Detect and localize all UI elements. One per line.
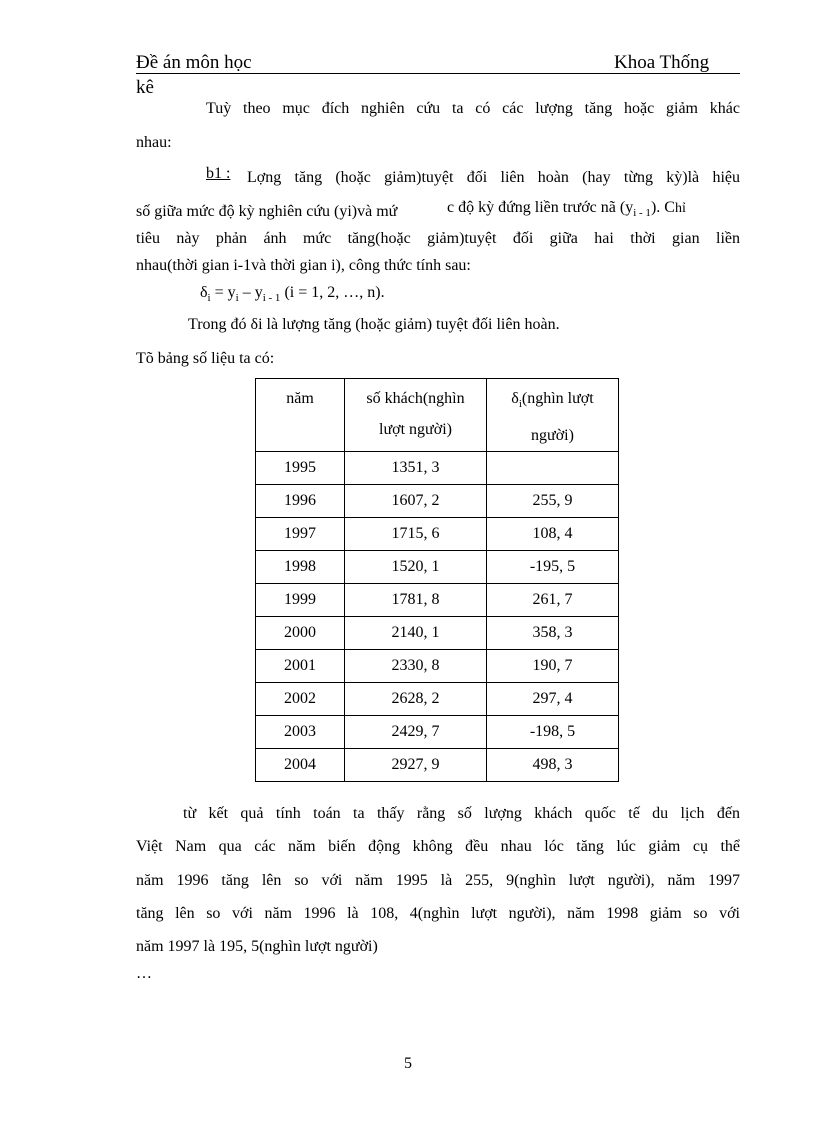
cell-year: 2004: [256, 749, 345, 782]
table-row: [256, 485, 619, 518]
data-table: [255, 378, 619, 782]
cell-guests: 2628, 2: [345, 683, 487, 716]
cell-guests: 2927, 9: [345, 749, 487, 782]
b1-line-2b: c độ kỳ đứng liền trước nã $(y_{i - 1})$. Chỉ: [447, 199, 686, 220]
cell-guests: 1781, 8: [345, 584, 487, 617]
table-row: [256, 452, 619, 485]
header-rule: [136, 73, 740, 74]
cell-guests: 2429, 7: [345, 716, 487, 749]
formula: $\delta_i = y_i - y_{i - 1}$ (i = 1, 2, …, n).: [200, 284, 385, 305]
cell-guests: 1715, 6: [345, 518, 487, 551]
conclusion-line-3: năm 1996 tăng lên so với năm 1995 là 255, 9(nghìn lượt người), năm 1997: [136, 872, 740, 889]
table-row: [256, 518, 619, 551]
table-row: [256, 617, 619, 650]
table-row: [256, 650, 619, 683]
cell-year: 2001: [256, 650, 345, 683]
cell-delta: [487, 452, 619, 485]
table-header-row: [256, 379, 619, 452]
header-right: Khoa Thống: [614, 52, 710, 73]
header-delta: $\delta_i(nghìn$ lượt người): [487, 379, 619, 452]
cell-year: 1996: [256, 485, 345, 518]
cell-year: 1998: [256, 551, 345, 584]
b1-line-3: tiêu này phản ánh mức tăng(hoặc giảm)tuyệt đối giữa hai thời gian liền: [136, 230, 740, 247]
conclusion-line-1: từ kết quả tính toán ta thấy rằng số lượng khách quốc tế du lịch đến: [183, 805, 740, 822]
b1-label: b1 :: [206, 165, 231, 182]
cell-year: 2002: [256, 683, 345, 716]
cell-year: 2003: [256, 716, 345, 749]
intro-line-1: Tuỳ theo mục đích nghiên cứu ta có các lượng tăng hoặc giảm khác: [206, 100, 740, 117]
conclusion-line-5: năm 1997 là 195, 5(nghìn lượt người): [136, 938, 378, 955]
page-number: 5: [404, 1055, 412, 1072]
b1-line-1: Lợng tăng (hoặc giảm)tuyệt đối liên hoàn (hay từng kỳ)là hiệu: [247, 169, 740, 186]
cell-delta: 255, 9: [487, 485, 619, 518]
cell-year: 1995: [256, 452, 345, 485]
cell-delta: 358, 3: [487, 617, 619, 650]
cell-guests: 1607, 2: [345, 485, 487, 518]
cell-guests: 2330, 8: [345, 650, 487, 683]
cell-delta: 190, 7: [487, 650, 619, 683]
table-row: [256, 551, 619, 584]
header-year: năm: [256, 379, 345, 452]
header-left: Đề án môn học: [136, 52, 252, 73]
cell-delta: 297, 4: [487, 683, 619, 716]
cell-guests: 2140, 1: [345, 617, 487, 650]
cell-delta: 108, 4: [487, 518, 619, 551]
header-guests: số khách(nghìn lượt người): [345, 379, 487, 452]
cell-guests: 1520, 1: [345, 551, 487, 584]
conclusion-line-4: tăng lên so với năm 1996 là 108, 4(nghìn lượt người), năm 1998 giảm so với: [136, 905, 740, 922]
cell-guests: 1351, 3: [345, 452, 487, 485]
cell-delta: -195, 5: [487, 551, 619, 584]
cell-year: 2000: [256, 617, 345, 650]
table-row: [256, 584, 619, 617]
where-sentence: Trong đó δi là lượng tăng (hoặc giảm) tuyệt đối liên hoàn.: [188, 316, 560, 333]
table-intro: Tõ bảng số liệu ta có:: [136, 350, 275, 367]
table-row: [256, 683, 619, 716]
b1-line-2a: số giữa mức độ kỳ nghiên cứu (yi)và mứ: [136, 203, 398, 220]
ellipsis: …: [136, 965, 152, 982]
b1-line-4: nhau(thời gian i-1và thời gian i), công thức tính sau:: [136, 257, 471, 274]
intro-line-2: nhau:: [136, 134, 172, 151]
cell-year: 1997: [256, 518, 345, 551]
conclusion-line-2: Việt Nam qua các năm biến động không đều nhau lóc tăng lúc giảm cụ thể: [136, 838, 740, 855]
table-row: [256, 716, 619, 749]
cell-delta: 261, 7: [487, 584, 619, 617]
cell-delta: -198, 5: [487, 716, 619, 749]
table-row: [256, 749, 619, 782]
cell-year: 1999: [256, 584, 345, 617]
header-right-continuation: kê: [136, 77, 154, 98]
cell-delta: 498, 3: [487, 749, 619, 782]
